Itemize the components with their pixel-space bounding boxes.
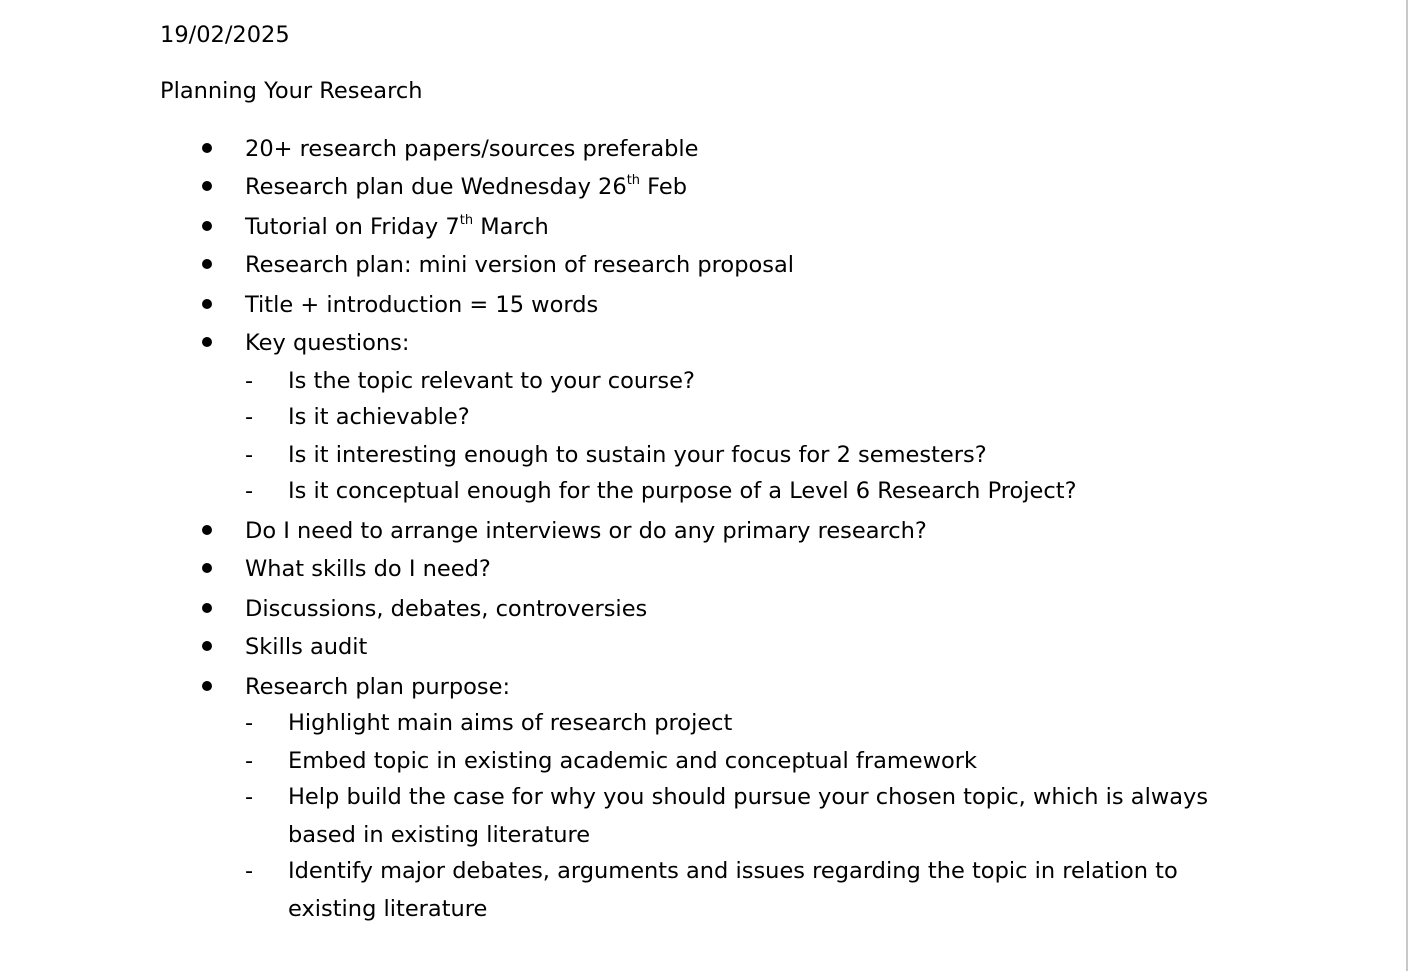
bullet-dot-icon — [202, 221, 212, 231]
page-edge-divider — [1406, 0, 1408, 971]
dash-marker: - — [245, 748, 254, 774]
bullet-dot-icon — [202, 259, 212, 269]
bullet-dot-icon — [202, 641, 212, 651]
dash-marker: - — [245, 858, 254, 884]
bullet-text: 20+ research papers/sources preferable — [245, 136, 699, 162]
bullet-text: Research plan purpose: — [245, 674, 511, 700]
sub-item-text: Is it achievable? — [288, 404, 470, 430]
dash-marker: - — [245, 784, 254, 810]
bullet-dot-icon — [202, 681, 212, 691]
bullet-dot-icon — [202, 299, 212, 309]
dash-marker: - — [245, 442, 254, 468]
sub-item-text: Is it interesting enough to sustain your focus for 2 semesters? — [288, 442, 987, 468]
dash-marker: - — [245, 478, 254, 504]
sub-item-text: existing literature — [288, 896, 488, 922]
bullet-dot-icon — [202, 603, 212, 613]
sub-item-text: Help build the case for why you should pursue your chosen topic, which is always — [288, 784, 1209, 810]
dash-marker: - — [245, 368, 254, 394]
sub-item-text: Embed topic in existing academic and conceptual framework — [288, 748, 978, 774]
bullet-text: Tutorial on Friday 7th March — [245, 213, 549, 240]
sub-item-text: Identify major debates, arguments and issues regarding the topic in relation to — [288, 858, 1178, 884]
bullet-dot-icon — [202, 181, 212, 191]
bullet-text: Discussions, debates, controversies — [245, 596, 648, 622]
document-date: 19/02/2025 — [160, 22, 290, 48]
sub-item-text: Is the topic relevant to your course? — [288, 368, 695, 394]
bullet-text: Skills audit — [245, 634, 368, 660]
bullet-dot-icon — [202, 525, 212, 535]
bullet-dot-icon — [202, 337, 212, 347]
bullet-dot-icon — [202, 143, 212, 153]
bullet-text: Research plan due Wednesday 26th Feb — [245, 173, 688, 200]
dash-marker: - — [245, 404, 254, 430]
bullet-text: Key questions: — [245, 330, 410, 356]
sub-item-text: based in existing literature — [288, 822, 591, 848]
document-heading: Planning Your Research — [160, 78, 423, 104]
sub-item-text: Is it conceptual enough for the purpose of a Level 6 Research Project? — [288, 478, 1077, 504]
bullet-text: Title + introduction = 15 words — [245, 292, 599, 318]
sub-item-text: Highlight main aims of research project — [288, 710, 733, 736]
bullet-text: Do I need to arrange interviews or do any primary research? — [245, 518, 927, 544]
dash-marker: - — [245, 710, 254, 736]
bullet-text: What skills do I need? — [245, 556, 491, 582]
bullet-text: Research plan: mini version of research proposal — [245, 252, 795, 278]
bullet-dot-icon — [202, 563, 212, 573]
